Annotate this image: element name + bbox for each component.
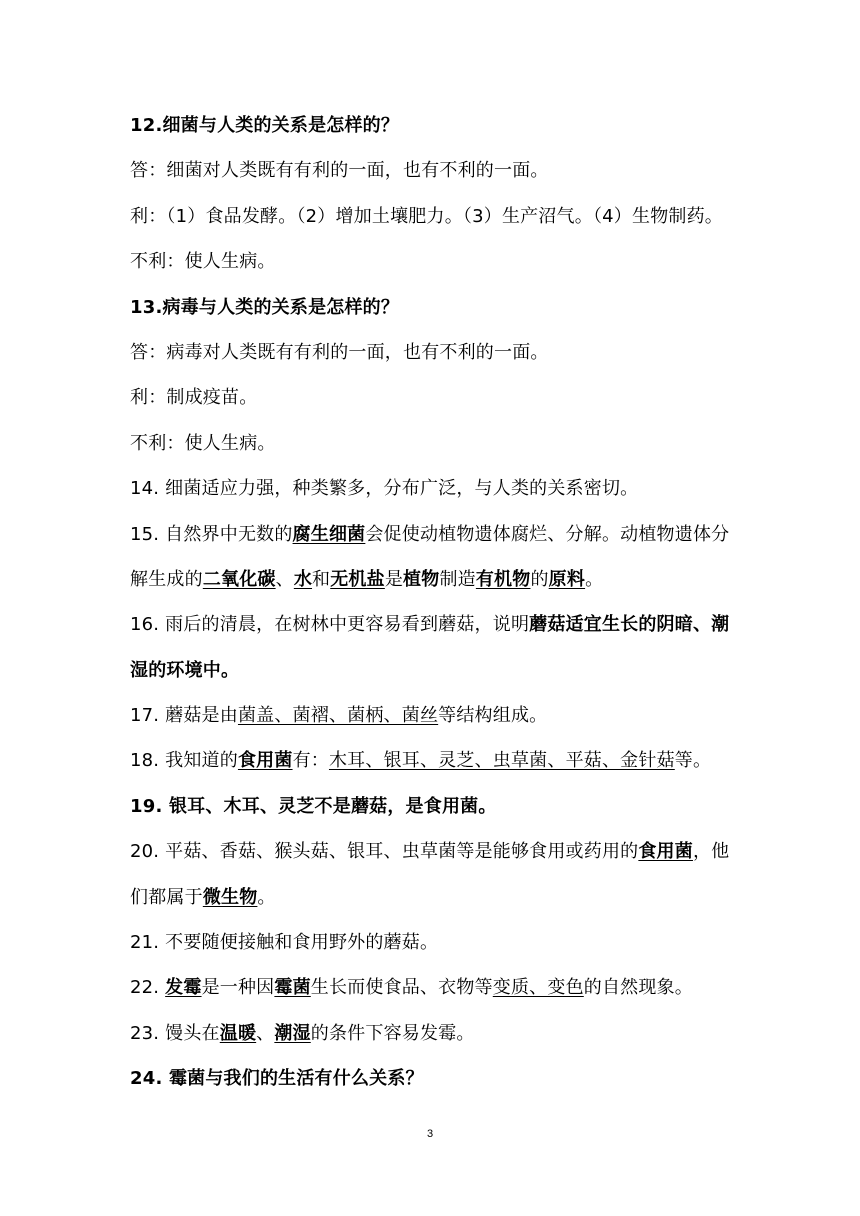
- text-segment: 是一种因: [201, 977, 275, 999]
- text-segment: 等结构组成。: [438, 705, 548, 727]
- text-line: [130, 430, 730, 475]
- text-line: [130, 475, 730, 520]
- text-segment: 23. 馒头在: [130, 1022, 220, 1044]
- text-segment: 蘑菇适宜生长的阴暗、潮: [529, 614, 730, 636]
- text-segment: 木耳、银耳、灵芝、虫草菌、平菇、金针菇: [328, 750, 675, 772]
- text-line: [130, 112, 730, 157]
- text-line: [130, 793, 730, 838]
- text-segment: 有机物: [475, 568, 531, 590]
- text-line: [130, 248, 730, 293]
- text-line: [130, 157, 730, 202]
- text-line: [130, 339, 730, 384]
- text-line: [130, 1065, 730, 1110]
- text-segment: 22.: [130, 977, 166, 999]
- text-segment: 腐生细菌: [292, 523, 366, 545]
- text-segment: 二氧化碳: [202, 568, 276, 590]
- text-segment: 19. 银耳、木耳、灵芝不是蘑菇，是食用菌。: [130, 795, 497, 817]
- text-segment: 变质、变色: [492, 977, 584, 999]
- document-body: [130, 112, 730, 1111]
- text-segment: 24. 霉菌与我们的生活有什么关系？: [130, 1068, 424, 1090]
- text-segment: 是: [384, 568, 404, 590]
- text-segment: 制造: [439, 568, 476, 590]
- text-segment: 不利：使人生病。: [130, 432, 276, 454]
- text-line: [130, 702, 730, 747]
- text-segment: 潮湿: [274, 1022, 311, 1044]
- text-segment: 生长而使食品、衣物等: [310, 977, 493, 999]
- text-line: [130, 657, 730, 702]
- text-line: [130, 1020, 730, 1065]
- text-line: [130, 747, 730, 792]
- text-segment: ，他: [692, 841, 730, 863]
- text-segment: 和: [312, 568, 331, 590]
- text-segment: 植物: [403, 568, 440, 590]
- text-segment: 湿的环境中。: [130, 659, 240, 681]
- text-segment: 12.细菌与人类的关系是怎样的？: [130, 115, 400, 136]
- text-segment: 微生物: [202, 886, 258, 908]
- text-line: [130, 566, 730, 611]
- text-segment: 。: [585, 568, 604, 590]
- text-segment: 20. 平菇、香菇、猴头菇、银耳、虫草菌等是能够食用或药用的: [130, 841, 639, 863]
- text-line: [130, 929, 730, 974]
- text-segment: 无机盐: [330, 568, 385, 590]
- text-line: [130, 384, 730, 429]
- text-line: [130, 294, 730, 339]
- text-segment: 17. 蘑菇是由: [130, 705, 238, 727]
- text-line: [130, 203, 730, 248]
- text-segment: 的条件下容易发霉。: [310, 1022, 475, 1044]
- text-line: [130, 611, 730, 656]
- text-segment: 利：制成疫苗。: [130, 387, 258, 409]
- text-segment: 温暖: [219, 1022, 257, 1044]
- text-segment: 不利：使人生病。: [130, 251, 276, 273]
- text-segment: 答：细菌对人类既有有利的一面，也有不利的一面。: [130, 160, 549, 182]
- text-segment: 发霉: [165, 977, 202, 999]
- text-segment: 13.病毒与人类的关系是怎样的？: [130, 296, 400, 318]
- text-line: [130, 838, 730, 883]
- text-segment: 14. 细菌适应力强，种类繁多，分布广泛，与人类的关系密切。: [130, 478, 639, 500]
- text-segment: 。: [257, 886, 276, 908]
- text-segment: 18. 我知道的: [130, 750, 238, 772]
- text-segment: 、: [275, 568, 294, 590]
- text-line: [130, 521, 730, 566]
- text-line: [130, 884, 730, 929]
- text-segment: 解生成的: [130, 568, 203, 590]
- text-line: [130, 974, 730, 1019]
- text-segment: 会促使动植物遗体腐烂、分解。动植物遗体分: [365, 523, 730, 545]
- text-segment: 等。: [674, 750, 712, 772]
- text-segment: 的: [530, 568, 549, 590]
- text-segment: 的自然现象。: [583, 977, 693, 999]
- text-segment: 利：（1）食品发酵。（2）增加土壤肥力。（3）生产沼气。（4）生物制药。: [130, 205, 724, 227]
- text-segment: 菌盖、菌褶、菌柄、菌丝: [237, 705, 439, 727]
- text-segment: 们都属于: [130, 886, 203, 908]
- text-segment: 16. 雨后的清晨，在树林中更容易看到蘑菇，说明: [130, 614, 530, 636]
- text-segment: 21. 不要随便接触和食用野外的蘑菇。: [130, 932, 439, 954]
- text-segment: 原料: [548, 568, 586, 590]
- text-segment: 有：: [292, 750, 329, 772]
- text-segment: 霉菌: [274, 977, 311, 999]
- text-segment: 、: [256, 1022, 275, 1044]
- text-segment: 15. 自然界中无数的: [130, 523, 293, 545]
- page-number: 3: [426, 1128, 434, 1140]
- text-segment: 食用菌: [638, 841, 693, 863]
- text-segment: 食用菌: [237, 750, 293, 772]
- text-segment: 水: [293, 568, 313, 590]
- text-segment: 答：病毒对人类既有有利的一面，也有不利的一面。: [130, 341, 549, 363]
